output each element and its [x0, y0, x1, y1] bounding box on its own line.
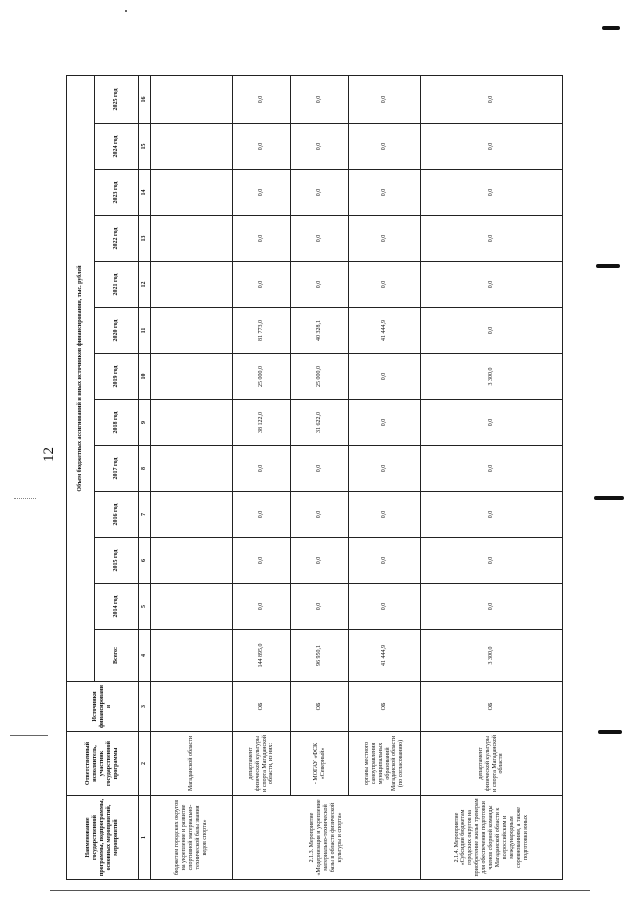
row-source: ОБ: [291, 682, 349, 732]
row-value: 41 444,9: [349, 630, 421, 682]
row-value: 0,0: [349, 492, 421, 538]
column-number: 16: [139, 75, 151, 123]
header-year: 2016 год: [95, 492, 139, 538]
header-year: 2023 год: [95, 170, 139, 216]
header-year: 2020 год: [95, 308, 139, 354]
header-total: Всего:: [95, 630, 139, 682]
row-value: 0,0: [291, 492, 349, 538]
row-value: 0,0: [421, 75, 563, 123]
funding-table: [66, 75, 563, 880]
header-year: 2015 год: [95, 538, 139, 584]
row-value: 0,0: [349, 446, 421, 492]
row-value: 0,0: [291, 170, 349, 216]
row-value: 0,0: [233, 538, 291, 584]
column-number: 1: [139, 796, 151, 880]
rotated-table-wrapper: [66, 76, 562, 880]
header-name: Наименование государственной программы, подпрограммы, основных мероприятий, мероприятий: [67, 796, 139, 880]
margin-dash: [10, 735, 48, 736]
row-value: 0,0: [421, 584, 563, 630]
bottom-rule: [50, 890, 590, 891]
row-executor: департамент физической культуры и спорта Магаданской области: [421, 732, 563, 796]
row-value: 25 000,0: [291, 354, 349, 400]
row-value: 0,0: [291, 216, 349, 262]
column-number: 15: [139, 124, 151, 170]
row-value: 0,0: [349, 584, 421, 630]
row-value: 0,0: [349, 216, 421, 262]
table-row: [421, 75, 563, 879]
row-value: 0,0: [349, 354, 421, 400]
binding-mark: [598, 730, 622, 734]
row-value: 40 328,1: [291, 308, 349, 354]
row-value: [151, 584, 233, 630]
row-value: [151, 400, 233, 446]
row-value: 0,0: [421, 262, 563, 308]
row-value: 96 950,1: [291, 630, 349, 682]
row-value: [151, 216, 233, 262]
row-executor: департамент физической культуры и спорта Магаданской области, из них:: [233, 732, 291, 796]
row-value: 0,0: [421, 400, 563, 446]
row-name: бюджетам городских округов на укрепление и развитие спортивной материально-технической базы звания ведов спорта»: [151, 796, 233, 880]
row-executor: - МОГАУ «ФСК «Северный»: [291, 732, 349, 796]
row-value: 3 300,0: [421, 354, 563, 400]
row-value: 0,0: [421, 308, 563, 354]
row-value: [151, 492, 233, 538]
row-value: [151, 630, 233, 682]
row-value: 0,0: [233, 216, 291, 262]
table-row: [151, 75, 233, 879]
header-year: 2019 год: [95, 354, 139, 400]
header-executor: Ответственный исполнитель, участник государственной программы: [67, 732, 139, 796]
binding-mark: [602, 26, 620, 30]
row-source: ОБ: [233, 682, 291, 732]
table-row: [233, 75, 291, 879]
scan-speck: [125, 10, 127, 12]
row-value: [151, 170, 233, 216]
header-funding-title: Объем бюджетных ассигнований и иных источников финансирования, тыс. рублей: [67, 75, 95, 681]
row-value: [151, 75, 233, 123]
row-value: 0,0: [291, 584, 349, 630]
row-value: 0,0: [349, 400, 421, 446]
row-value: 0,0: [349, 538, 421, 584]
column-number: 5: [139, 584, 151, 630]
row-value: 0,0: [349, 262, 421, 308]
row-value: 38 122,0: [233, 400, 291, 446]
row-value: [151, 538, 233, 584]
row-executor: органы местного самоуправления муниципальных образований Магаданской области (по согласованию): [349, 732, 421, 796]
row-source: ОБ: [349, 682, 421, 732]
row-value: 0,0: [291, 538, 349, 584]
row-value: 144 895,0: [233, 630, 291, 682]
row-value: 81 773,0: [233, 308, 291, 354]
page-number: 12: [41, 447, 57, 462]
header-year: 2018 год: [95, 400, 139, 446]
row-name: 2.1.3. Мероприятие «Модернизация и укрепление материально-технической базы в области физической культуры и спорта»: [233, 796, 421, 880]
row-source: ОБ: [421, 682, 563, 732]
column-number: 12: [139, 262, 151, 308]
column-number: 8: [139, 446, 151, 492]
binding-mark: [596, 264, 620, 268]
column-number: 6: [139, 538, 151, 584]
header-year: 2022 год: [95, 216, 139, 262]
row-value: 0,0: [421, 492, 563, 538]
header-source: Источники финансирования: [67, 682, 139, 732]
binding-mark: [594, 496, 624, 500]
column-number: 9: [139, 400, 151, 446]
row-name: 2.1.4. Мероприятие «Субсидии бюджетам городских округов на приобретение жилья тренерам для обеспечения подготовки членов сборной команды Магаданской области к всероссийским и международным соревнованиям, а также подготовки юных: [421, 796, 563, 880]
row-value: 0,0: [421, 124, 563, 170]
row-value: [151, 124, 233, 170]
row-source: [151, 682, 233, 732]
row-value: 3 300,0: [421, 630, 563, 682]
row-executor: Магаданской области: [151, 732, 233, 796]
column-number: 7: [139, 492, 151, 538]
row-value: [151, 446, 233, 492]
column-number: 11: [139, 308, 151, 354]
row-value: 0,0: [291, 446, 349, 492]
column-number: 2: [139, 732, 151, 796]
column-number: 13: [139, 216, 151, 262]
header-year: 2021 год: [95, 262, 139, 308]
row-value: 0,0: [291, 75, 349, 123]
row-value: 0,0: [291, 124, 349, 170]
row-value: 41 444,9: [349, 308, 421, 354]
row-value: 0,0: [233, 124, 291, 170]
column-number: 3: [139, 682, 151, 732]
table-row: [349, 75, 421, 879]
column-number: 4: [139, 630, 151, 682]
table-row: [291, 75, 349, 879]
header-year: 2017 год: [95, 446, 139, 492]
row-value: 31 622,0: [291, 400, 349, 446]
row-value: 0,0: [421, 216, 563, 262]
header-year: 2014 год: [95, 584, 139, 630]
row-value: 0,0: [291, 262, 349, 308]
row-value: 0,0: [349, 124, 421, 170]
header-year: 2025 год: [95, 75, 139, 123]
row-value: 0,0: [233, 492, 291, 538]
row-value: 0,0: [349, 75, 421, 123]
row-value: [151, 308, 233, 354]
column-number: 14: [139, 170, 151, 216]
row-value: [151, 262, 233, 308]
row-value: 0,0: [233, 262, 291, 308]
header-year: 2024 год: [95, 124, 139, 170]
row-value: 0,0: [233, 75, 291, 123]
row-value: 0,0: [233, 584, 291, 630]
row-value: 0,0: [233, 446, 291, 492]
row-value: 0,0: [233, 170, 291, 216]
row-value: 0,0: [421, 538, 563, 584]
row-value: 25 000,0: [233, 354, 291, 400]
margin-dots: [14, 498, 36, 499]
row-value: 0,0: [349, 170, 421, 216]
column-number: 10: [139, 354, 151, 400]
row-value: 0,0: [421, 446, 563, 492]
row-value: 0,0: [421, 170, 563, 216]
row-value: [151, 354, 233, 400]
